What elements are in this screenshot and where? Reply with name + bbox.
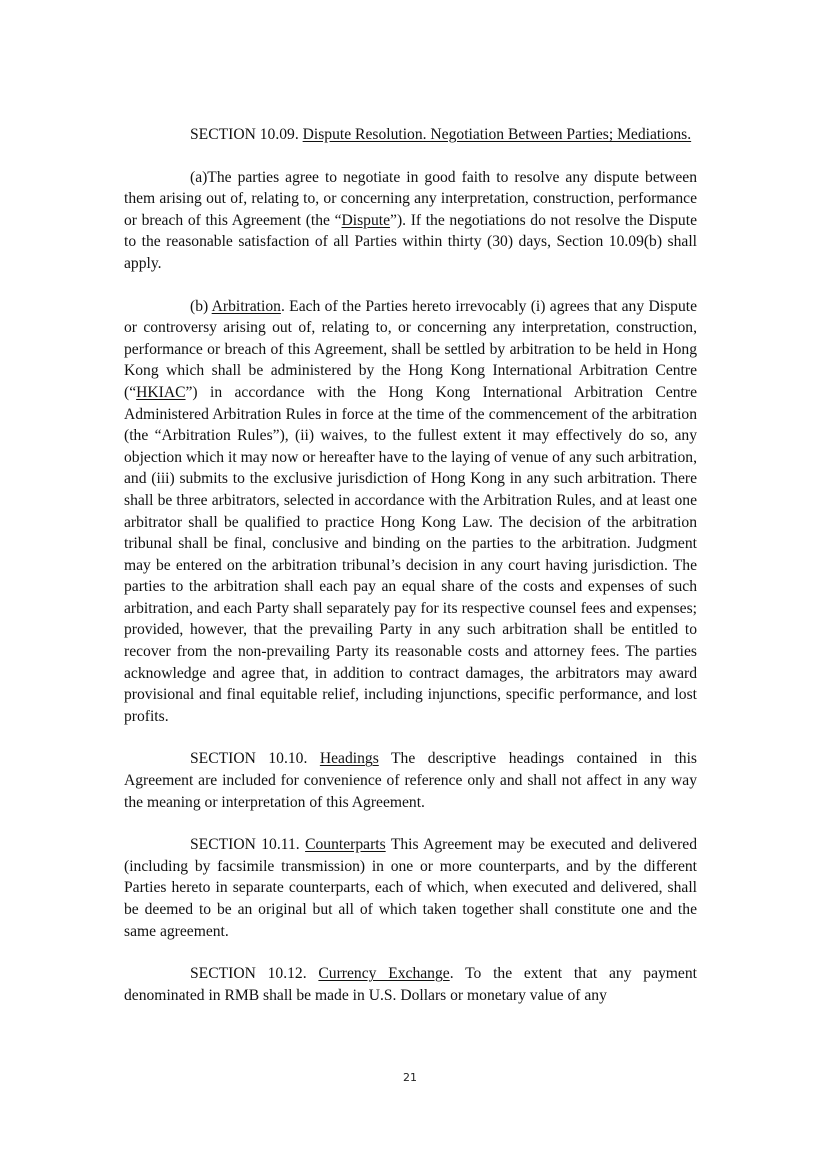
paragraph-title-arbitration: Arbitration [211, 297, 281, 315]
section-label: SECTION 10.09. [190, 126, 299, 143]
section-label: SECTION 10.12. [190, 965, 307, 983]
page-number: 21 [403, 1071, 417, 1084]
section-label: SECTION 10.11. [190, 836, 300, 854]
section-10-11: SECTION 10.11. Counterparts This Agreement may be executed and delivered (including by facsimile transmission) in one or more counterparts, and by the different Parties hereto in separate counterparts, each of which, when executed and delivered, shall be deemed to be an original but all of which taken together shall constitute one and the same agreement. [124, 836, 697, 940]
section-10-12: SECTION 10.12. Currency Exchange. To the extent that any payment denominated in RMB shall be made in U.S. Dollars or monetary value of any [124, 965, 697, 1004]
paragraph-a: (a)The parties agree to negotiate in good faith to resolve any dispute between them arising out of, relating to, or concerning any interpretation, construction, performance or breach of this Agreement (the “Dispute”). If the negotiations do not resolve the Dispute to the reasonable satisfaction of all Parties within thirty (30) days, Section 10.09(b) shall apply. [124, 168, 697, 272]
section-heading: Counterparts [305, 836, 386, 854]
section-10-09 [124, 124, 697, 146]
section-heading: Currency Exchange [318, 965, 450, 983]
paragraph-b: (b) Arbitration. Each of the Parties hereto irrevocably (i) agrees that any Dispute or controversy arising out of, relating to, or concerning any interpretation, construction, performance or breach of this Agreement, shall be settled by arbitration to be held in Hong Kong which shall be administered by the Hong Kong International Arbitration Centre (“HKIAC”) in accordance with the Hong Kong International Arbitration Centre Administered Arbitration Rules in force at the time of the commencement of the arbitration (the “Arbitration Rules”), (ii) waives, to the fullest extent it may effectively do so, any objection which it may now or hereafter have to the laying of venue of any such arbitration, and (iii) submits to the exclusive jurisdiction of Hong Kong in any such arbitration. There shall be three arbitrators, selected in accordance with the Arbitration Rules, and at least one arbitrator shall be qualified to practice Hong Kong Law. The decision of the arbitration tribunal shall be final, conclusive and binding on the parties to the arbitration. Judgment may be entered on the arbitration tribunal’s decision in any court having jurisdiction. The parties to the arbitration shall each pay an equal share of the costs and expenses of such arbitration, and each Party shall separately pay for its respective counsel fees and expenses; provided, however, that the prevailing Party in any such arbitration shall be entitled to recover from the non-prevailing Party its reasonable costs and attorney fees. The parties acknowledge and agree that, in addition to contract damages, the arbitrators may award provisional and final equitable relief, including injunctions, specific performance, and lost profits. [124, 297, 697, 725]
section-10-10: SECTION 10.10. Headings The descriptive headings contained in this Agreement are included for convenience of reference only and shall not affect in any way the meaning or interpretation of this Agreement. [124, 750, 697, 811]
document-body [124, 124, 697, 1006]
section-heading: Headings [319, 750, 379, 768]
section-label: SECTION 10.10. [190, 750, 308, 768]
section-heading: Dispute Resolution. Negotiation Between Parties; Mediations. [302, 126, 692, 143]
defined-term-hkiac: HKIAC [136, 383, 186, 401]
defined-term-dispute: Dispute [341, 211, 391, 229]
